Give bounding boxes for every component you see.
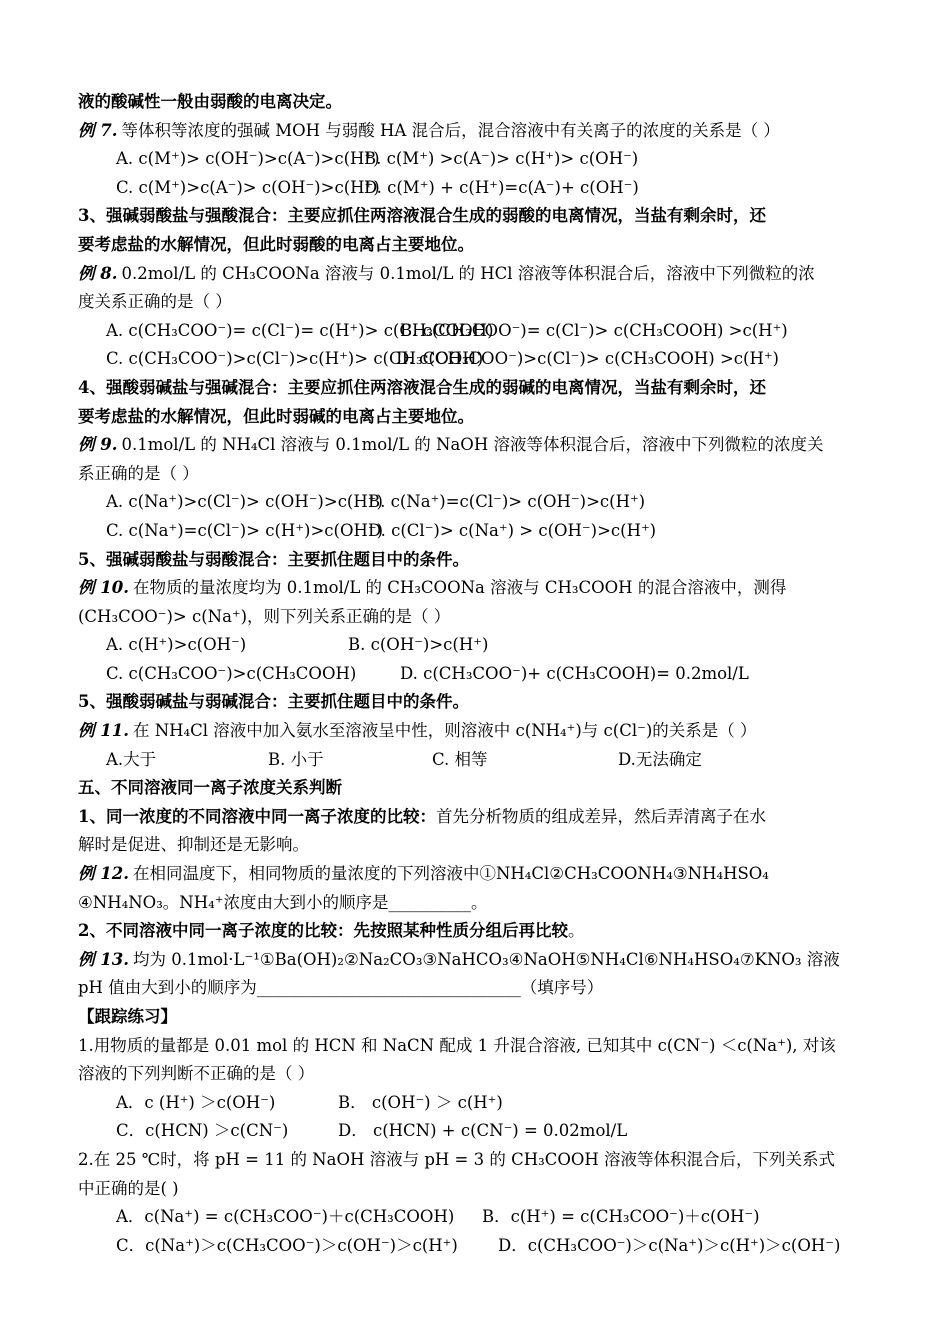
option-b: B. c(CH₃COO⁻)= c(Cl⁻)> c(CH₃COOH) >c(H⁺) [400,320,788,340]
example-label: 例 13. [78,949,129,969]
option-d: D. c(M⁺) + c(H⁺)=c(A⁻)+ c(OH⁻) [364,177,639,197]
example-label: 例 10. [78,578,129,598]
practice-2-options-cd [78,1232,878,1261]
option-a: A．c (H⁺) ＞c(OH⁻) [116,1092,276,1112]
option-c: C. c(CH₃COO⁻)>c(Cl⁻)>c(H⁺)> c(CH₃COOH) [106,349,484,369]
text-line: 液的酸碱性一般由弱酸的电离决定。 [78,92,342,111]
option-d: D．c(CH₃COO⁻)＞c(Na⁺)＞c(H⁺)＞c(OH⁻) [498,1235,841,1255]
example-8-question-cont: 度关系正确的是（ ） [78,292,232,312]
example-label: 例 11. [78,721,129,741]
example-10-options-ab [78,631,878,660]
example-9-question: 例 9. 0.1mol/L 的 NH₄Cl 溶液与 0.1mol/L 的 NaOH 溶液等体积混合后，溶液中下列微粒的浓度关 [78,435,824,455]
example-7-options-cd [78,174,878,203]
option-c: C. c(CH₃COO⁻)>c(CH₃COOH) [106,663,357,683]
practice-1-options-ab [78,1089,878,1118]
example-13-question: 例 13. 均为 0.1mol·L⁻¹①Ba(OH)₂②Na₂CO₃③NaHCO₃④NaOH⑤NH₄Cl⑥NH₄HSO₄⑦KNO₃ 溶液 [78,949,840,969]
example-9-question-cont: 系正确的是（ ） [78,463,199,483]
option-d: D.无法确定 [618,749,702,769]
section-heading-5b: 5、强酸弱碱盐与弱碱混合：主要抓住题目中的条件。 [78,692,469,712]
practice-2-options-ab [78,1203,878,1232]
option-c: C. c(Na⁺)=c(Cl⁻)> c(H⁺)>c(OH⁻) [106,520,384,540]
example-12-question: 例 12. 在相同温度下，相同物质的量浓度的下列溶液中①NH₄Cl②CH₃COONH₄③NH₄HSO₄ [78,864,769,884]
example-11-question: 例 11. 在 NH₄Cl 溶液中加入氨水至溶液呈中性，则溶液中 c(NH₄⁺)与 c(Cl⁻)的关系是（ ） [78,721,757,741]
section-heading-3: 3、强碱弱酸盐与强酸混合：主要应抓住两溶液混合生成的弱酸的电离情况，当盐有剩余时，还 [78,206,766,226]
example-8-question: 例 8. 0.2mol/L 的 CH₃COONa 溶液与 0.1mol/L 的 HCl 溶液等体积混合后，溶液中下列微粒的浓 [78,263,815,283]
option-d: D. c(Cl⁻)> c(Na⁺) > c(OH⁻)>c(H⁺) [368,520,657,540]
option-c: C．c(HCN) ＞c(CN⁻) [116,1121,289,1141]
subsection-2: 2、不同溶液中同一离子浓度的比较：先按照某种性质分组后再比较。 [78,921,585,941]
example-label: 例 12. [78,864,129,884]
option-d: D. c(CH₃COO⁻)>c(Cl⁻)> c(CH₃COOH) >c(H⁺) [396,349,779,369]
practice-1-question: 1.用物质的量都是 0.01 mol 的 HCN 和 NaCN 配成 1 升混合溶液, 已知其中 c(CN⁻) ＜c(Na⁺), 对该 [78,1035,836,1055]
example-10-question: 例 10. 在物质的量浓度均为 0.1mol/L 的 CH₃COONa 溶液与 CH₃COOH 的混合溶液中，测得 [78,578,787,598]
option-c: C. 相等 [432,749,488,769]
subsection-1: 1、同一浓度的不同溶液中同一离子浓度的比较：首先分析物质的组成差异，然后弄清离子在水 [78,806,766,826]
example-label: 例 7. [78,120,118,140]
option-b: B. c(M⁺) >c(A⁻)> c(H⁺)> c(OH⁻) [364,149,639,169]
example-9-options-cd [78,517,878,546]
example-7-options-ab [78,145,878,174]
option-a: A. c(CH₃COO⁻)= c(Cl⁻)= c(H⁺)> c(CH₃COOH) [106,320,494,340]
document-body [78,88,878,1260]
example-10-question-cont: (CH₃COO⁻)> c(Na⁺)，则下列关系正确的是（ ） [78,606,451,626]
practice-2-question: 2.在 25 ℃时，将 pH = 11 的 NaOH 溶液与 pH = 3 的 CH₃COOH 溶液等体积混合后，下列关系式 [78,1149,836,1169]
practice-heading: 【跟踪练习】 [78,1007,177,1026]
practice-1-question-cont: 溶液的下列判断不正确的是（ ） [78,1064,315,1084]
example-8-options-cd [78,345,878,374]
section-heading-five: 五、不同溶液同一离子浓度关系判断 [78,778,342,798]
section-heading-5a: 5、强碱弱酸盐与弱酸混合：主要抓住题目中的条件。 [78,549,469,569]
option-b: B．c(H⁺) = c(CH₃COO⁻)＋c(OH⁻) [482,1207,760,1227]
option-c: C．c(Na⁺)＞c(CH₃COO⁻)＞c(OH⁻)＞c(H⁺) [116,1235,458,1255]
example-11-options [78,746,878,775]
option-a: A．c(Na⁺) = c(CH₃COO⁻)＋c(CH₃COOH) [116,1207,455,1227]
example-10-options-cd [78,660,878,689]
option-a: A. c(Na⁺)>c(Cl⁻)> c(OH⁻)>c(H⁺) [106,492,383,512]
example-9-options-ab [78,488,878,517]
section-heading-4: 4、强酸弱碱盐与强碱混合：主要应抓住两溶液混合生成的弱碱的电离情况，当盐有剩余时，还 [78,377,766,397]
example-8-options-ab [78,317,878,346]
example-label: 例 8. [78,263,118,283]
option-b: B. c(Na⁺)=c(Cl⁻)> c(OH⁻)>c(H⁺) [368,492,646,512]
practice-1-options-cd [78,1117,878,1146]
example-7-question: 例 7. 等体积等浓度的强碱 MOH 与弱酸 HA 混合后，混合溶液中有关离子的浓度的关系是（ ） [78,120,780,140]
example-label: 例 9. [78,435,118,455]
practice-2-question-cont: 中正确的是( ) [78,1178,179,1198]
section-heading-4-cont: 要考虑盐的水解情况，但此时弱碱的电离占主要地位。 [78,406,474,426]
option-a: A.大于 [106,749,157,769]
option-a: A. c(H⁺)>c(OH⁻) [106,635,247,655]
subsection-1-cont: 解时是促进、抑制还是无影响。 [78,835,309,855]
example-13-question-cont: pH 值由大到小的顺序为________________________________（填序号） [78,978,604,998]
option-b: B． c(OH⁻) ＞ c(H⁺) [338,1092,503,1112]
option-a: A. c(M⁺)> c(OH⁻)>c(A⁻)>c(H⁺) [116,149,380,169]
option-b: B. 小于 [268,749,324,769]
option-c: C. c(M⁺)>c(A⁻)> c(OH⁻)>c(H⁺) [116,177,380,197]
option-b: B. c(OH⁻)>c(H⁺) [348,635,489,655]
option-d: D． c(HCN) + c(CN⁻) = 0.02mol/L [338,1121,628,1141]
section-heading-3-cont: 要考虑盐的水解情况，但此时弱酸的电离占主要地位。 [78,234,474,254]
option-d: D. c(CH₃COO⁻)+ c(CH₃COOH)= 0.2mol/L [400,663,749,683]
example-12-question-cont: ④NH₄NO₃。NH₄⁺浓度由大到小的顺序是__________。 [78,892,488,912]
